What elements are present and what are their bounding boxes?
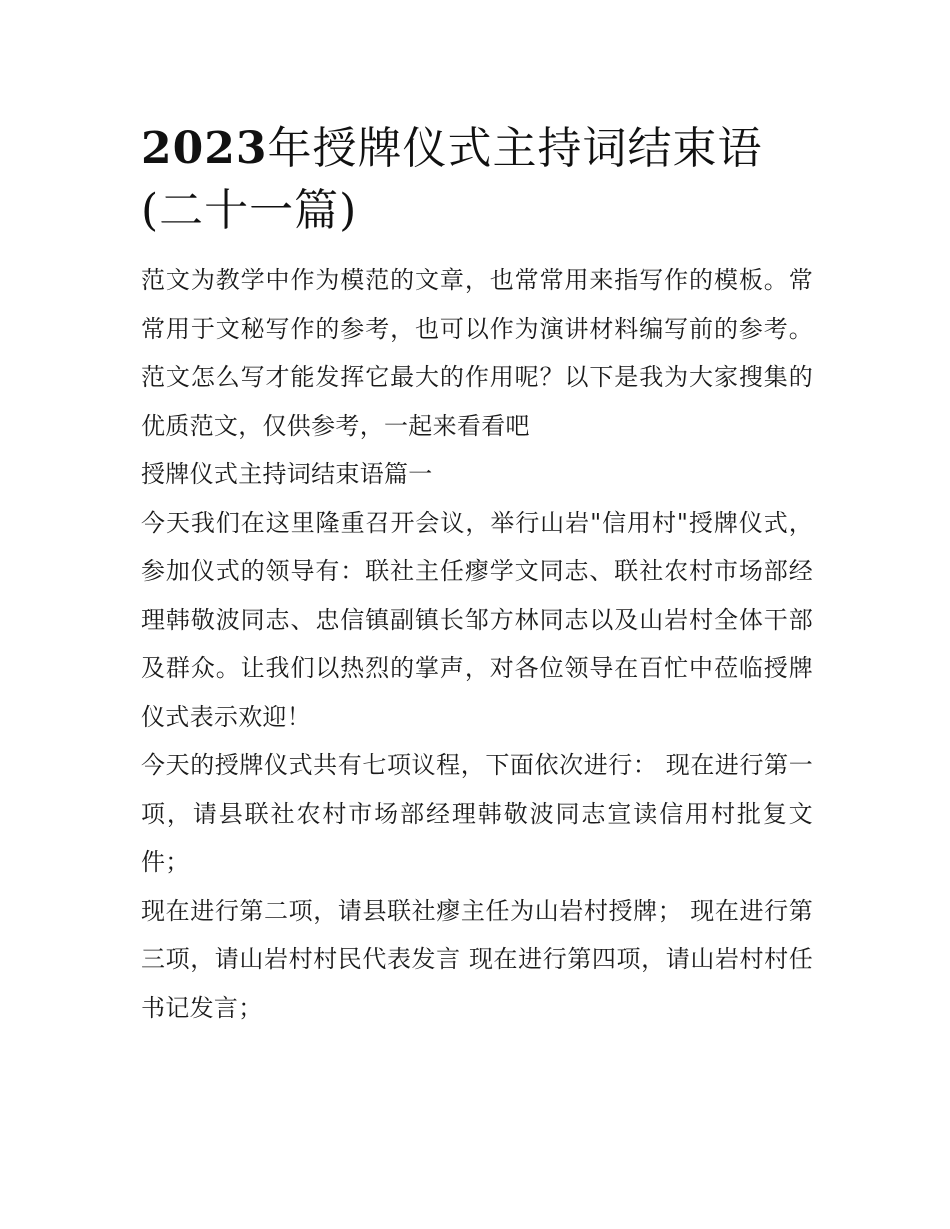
body-paragraph: 今天的授牌仪式共有七项议程，下面依次进行： 现在进行第一项，请县联社农村市场部经理韩敬波同志宣读信用村批复文件； [141,751,813,876]
section-heading: 授牌仪式主持词结束语篇一 [141,460,433,488]
body-paragraph: 现在进行第二项，请县联社瘳主任为山岩村授牌； 现在进行第三项，请山岩村村民代表发言 现在进行第四项，请山岩村村任书记发言； [141,896,813,1022]
body-paragraph: 今天我们在这里隆重召开会议，举行山岩"信用村"授牌仪式，参加仪式的领导有：联社主任瘳学文同志、联社农村市场部经理韩敬波同志、忠信镇副镇长邹方林同志以及山岩村全体干部及群众。让我们以热烈的掌声，对各位领导在百忙中莅临授牌仪式表示欢迎！ [141,508,813,731]
title-text: 年授牌仪式主持词结束语(二十一篇) [141,123,763,236]
title-year: 2023 [141,123,268,174]
document-title [141,118,813,242]
document-body [141,118,813,1032]
intro-paragraph: 范文为教学中作为模范的文章，也常常用来指写作的模板。常常用于文秘写作的参考，也可以作为演讲材料编写前的参考。范文怎么写才能发挥它最大的作用呢？以下是我为大家搜集的优质范文，仅供参考，一起来看看吧 [141,266,813,440]
